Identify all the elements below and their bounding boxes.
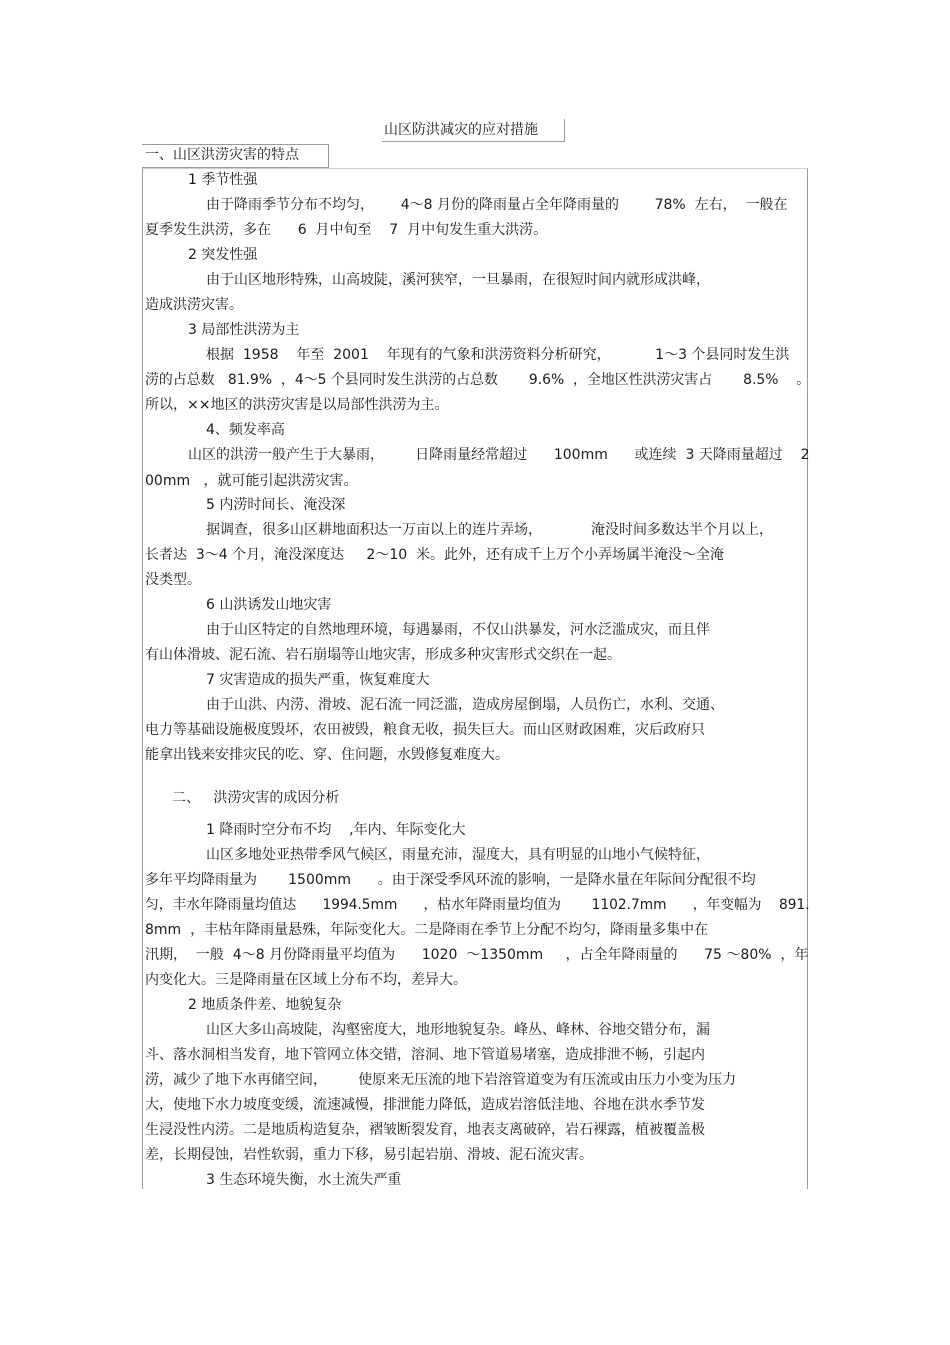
- section-2-heading: 二、 洪涝灾害的成因分析: [172, 790, 340, 806]
- subheading: 1 降雨时空分布不均 ,年内、年际变化大: [206, 822, 466, 838]
- paragraph-line: 由于山区地形特殊，山高坡陡，溪河狭窄，一旦暴雨，在很短时间内就形成洪峰，: [206, 272, 710, 288]
- paragraph-line: 夏季发生洪涝，多在 6 月中旬至 7 月中旬发生重大洪涝。: [145, 222, 548, 238]
- subheading: 2 突发性强: [188, 247, 258, 263]
- paragraph-line: 8mm ，丰枯年降雨量悬殊，年际变化大。二是降雨在季节上分配不均匀，降雨量多集中在: [145, 922, 709, 938]
- subheading: 7 灾害造成的损失严重，恢复难度大: [206, 672, 430, 688]
- paragraph-line: 斗、落水洞相当发育，地下管网立体交错，溶洞、地下管道易堵塞，造成排泄不畅，引起内: [145, 1047, 705, 1063]
- paragraph-line: 匀，丰水年降雨量均值达 1994.5mm ，枯水年降雨量均值为 1102.7mm ，年变幅为 891.: [145, 897, 810, 913]
- paragraph-line: 据调查，很多山区耕地面积达一万亩以上的连片弄场， 淹没时间多数达半个月以上，: [206, 522, 773, 538]
- paragraph-line: 所以，××地区的洪涝灾害是以局部性洪涝为主。: [145, 397, 449, 413]
- subheading: 3 生态环境失衡，水土流失严重: [206, 1172, 402, 1188]
- paragraph-line: 山区的洪涝一般产生于大暴雨， 日降雨量经常超过 100mm 或连续 3 天降雨量超过 2: [188, 447, 810, 463]
- subheading: 6 山洪诱发山地灾害: [206, 597, 332, 613]
- paragraph-line: 造成洪涝灾害。: [145, 297, 243, 313]
- paragraph-line: 电力等基础设施极度毁坏，农田被毁，粮食无收，损失巨大。而山区财政困难，灾后政府只: [145, 722, 705, 738]
- paragraph-line: 内变化大。三是降雨量在区域上分布不均，差异大。: [145, 972, 467, 988]
- paragraph-line: 没类型。: [145, 572, 201, 588]
- subheading: 3 局部性洪涝为主: [188, 322, 300, 338]
- paragraph-line: 差，长期侵蚀，岩性软弱，重力下移，易引起岩崩、滑坡、泥石流灾害。: [145, 1147, 593, 1163]
- subheading: 5 内涝时间长、淹没深: [206, 497, 346, 513]
- subheading: 4、频发率高: [206, 422, 285, 438]
- paragraph-line: 涝的占总数 81.9% ，4～5 个县同时发生洪涝的占总数 9.6% ，全地区性洪涝灾害占 8.5% 。: [145, 372, 811, 388]
- paragraph-line: 有山体滑坡、泥石流、岩石崩塌等山地灾害，形成多种灾害形式交织在一起。: [145, 647, 621, 663]
- paragraph-line: 由于山洪、内涝、滑坡、泥石流一同泛滥，造成房屋倒塌，人员伤亡，水利、交通、: [206, 697, 724, 713]
- paragraph-line: 多年平均降雨量为 1500mm 。由于深受季风环流的影响，一是降水量在年际间分配很不均: [145, 872, 756, 888]
- paragraph-line: 生浸没性内涝。二是地质构造复杂，褶皱断裂发育，地表支离破碎，岩石裸露，植被覆盖极: [145, 1122, 705, 1138]
- paragraph-line: 长者达 3～4 个月，淹没深度达 2～10 米。此外，还有成千上万个小弄场属半淹没～全淹: [145, 547, 725, 563]
- paragraph-line: 00mm ，就可能引起洪涝灾害。: [145, 473, 358, 489]
- subheading: 1 季节性强: [188, 172, 258, 188]
- paragraph-line: 由于降雨季节分布不均匀， 4～8 月份的降雨量占全年降雨量的 78% 左右， 一般在: [206, 197, 788, 213]
- paragraph-line: 能拿出钱来安排灾民的吃、穿、住问题，水毁修复难度大。: [145, 747, 509, 763]
- page-title: 山区防洪减灾的应对措施: [384, 122, 538, 138]
- paragraph-line: 根据 1958 年至 2001 年现有的气象和洪涝资料分析研究， 1～3 个县同时发生洪: [206, 347, 790, 363]
- paragraph-line: 涝，减少了地下水再储空间， 使原来无压流的地下岩溶管道变为有压流或由压力小变为压力: [145, 1072, 737, 1088]
- paragraph-line: 由于山区特定的自然地理环境，每遇暴雨，不仅山洪暴发，河水泛滥成灾，而且伴: [206, 622, 710, 638]
- section-1-heading: 一、山区洪涝灾害的特点: [145, 147, 299, 163]
- paragraph-line: 大，使地下水力坡度变缓，流速减慢，排泄能力降低，造成岩溶低洼地、谷地在洪水季节发: [145, 1097, 705, 1113]
- paragraph-line: 汛期， 一般 4～8 月份降雨量平均值为 1020 ～1350mm ，占全年降雨量的 75 ～80% ，年: [145, 947, 809, 963]
- paragraph-line: 山区多地处亚热带季风气候区，雨量充沛，湿度大，具有明显的山地小气候特征，: [206, 847, 710, 863]
- subheading: 2 地质条件差、地貌复杂: [188, 997, 342, 1013]
- paragraph-line: 山区大多山高坡陡，沟壑密度大，地形地貌复杂。峰丛、峰林、谷地交错分布，漏: [206, 1022, 710, 1038]
